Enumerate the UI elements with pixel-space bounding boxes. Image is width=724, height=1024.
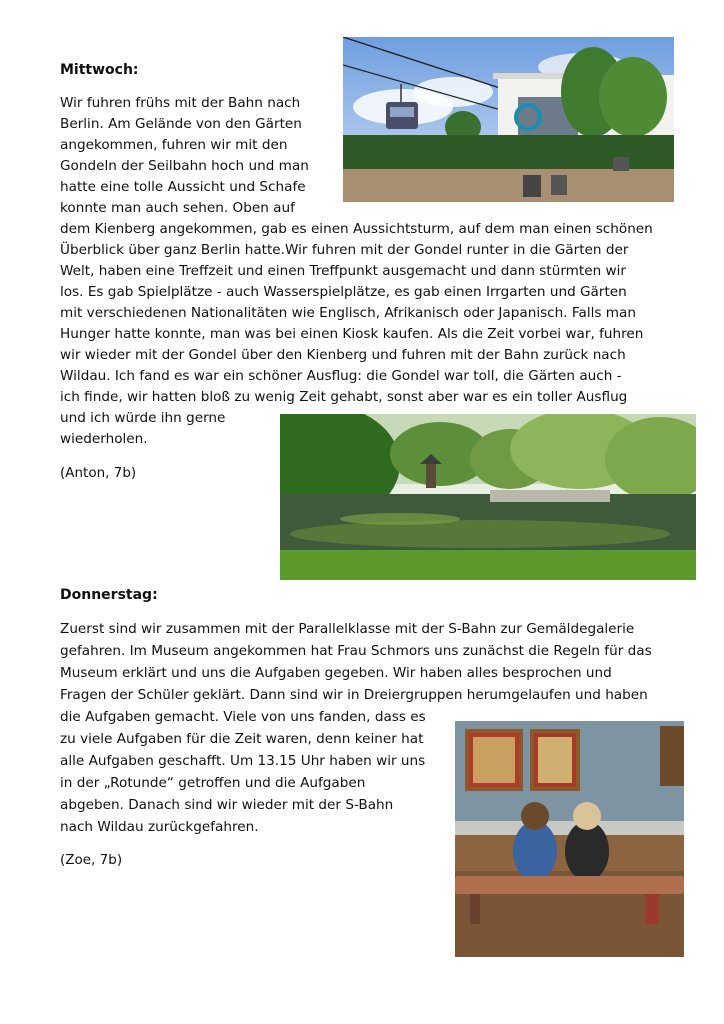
text-line: abgeben. Danach sind wir wieder mit der S-Bahn (60, 797, 394, 813)
text-line: Überblick über ganz Berlin hatte.Wir fuhren mit der Gondel runter in die Gärten der (60, 242, 629, 258)
garden-pond-photo (280, 414, 696, 580)
text-line: mit verschiedenen Nationalitäten wie Englisch, Afrikanisch oder Japanisch. Falls man (60, 305, 636, 321)
text-line: in der „Rotunde“ getroffen und die Aufgaben (60, 775, 366, 791)
text-line: wiederholen. (60, 431, 148, 447)
text-line: gefahren. Im Museum angekommen hat Frau Schmors uns zunächst die Regeln für das (60, 643, 652, 659)
text-line: los. Es gab Spielplätze - auch Wasserspielplätze, es gab einen Irrgarten und Gärten (60, 284, 627, 300)
author-signature: (Zoe, 7b) (60, 852, 123, 868)
text-line: die Aufgaben gemacht. Viele von uns fanden, dass es (60, 709, 426, 725)
text-line: und ich würde ihn gerne (60, 410, 226, 426)
text-line: Fragen der Schüler geklärt. Dann sind wir in Dreiergruppen herumgelaufen und haben (60, 687, 648, 703)
text-line: nach Wildau zurückgefahren. (60, 819, 259, 835)
text-line: dem Kienberg angekommen, gab es einen Aussichtsturm, auf dem man einen schönen (60, 221, 653, 237)
text-line: Wildau. Ich fand es war ein schöner Ausflug: die Gondel war toll, die Gärten auch - (60, 368, 622, 384)
text-line: angekommen, fuhren wir mit den (60, 137, 288, 153)
text-line: Museum erklärt und uns die Aufgaben gegeben. Wir haben alles besprochen und (60, 665, 612, 681)
text-line: hatte eine tolle Aussicht und Schafe (60, 179, 306, 195)
text-line: ich finde, wir hatten bloß zu wenig Zeit gehabt, sonst aber war es ein toller Ausflug (60, 389, 628, 405)
text-line: Wir fuhren frühs mit der Bahn nach (60, 95, 301, 111)
text-line: Welt, haben eine Treffzeit und einen Treffpunkt ausgemacht und dann stürmten wir (60, 263, 627, 279)
text-line: konnte man auch sehen. Oben auf (60, 200, 295, 216)
heading-donnerstag: Donnerstag: (60, 587, 158, 603)
museum-gallery-photo (455, 721, 684, 957)
text-line: Gondeln der Seilbahn hoch und man (60, 158, 309, 174)
text-line: wir wieder mit der Gondel über den Kienberg und fuhren mit der Bahn zurück nach (60, 347, 626, 363)
text-line: zu viele Aufgaben für die Zeit waren, denn keiner hat (60, 731, 424, 747)
text-line: Zuerst sind wir zusammen mit der Parallelklasse mit der S-Bahn zur Gemäldegalerie (60, 621, 635, 637)
text-line: Hunger hatte konnte, man was bei einen Kiosk kaufen. Als die Zeit vorbei war, fuhren (60, 326, 644, 342)
heading-mittwoch: Mittwoch: (60, 62, 139, 78)
author-signature: (Anton, 7b) (60, 465, 137, 481)
text-line: alle Aufgaben geschafft. Um 13.15 Uhr haben wir uns (60, 753, 426, 769)
text-line: Berlin. Am Gelände von den Gärten (60, 116, 302, 132)
cable-car-photo (343, 37, 674, 202)
